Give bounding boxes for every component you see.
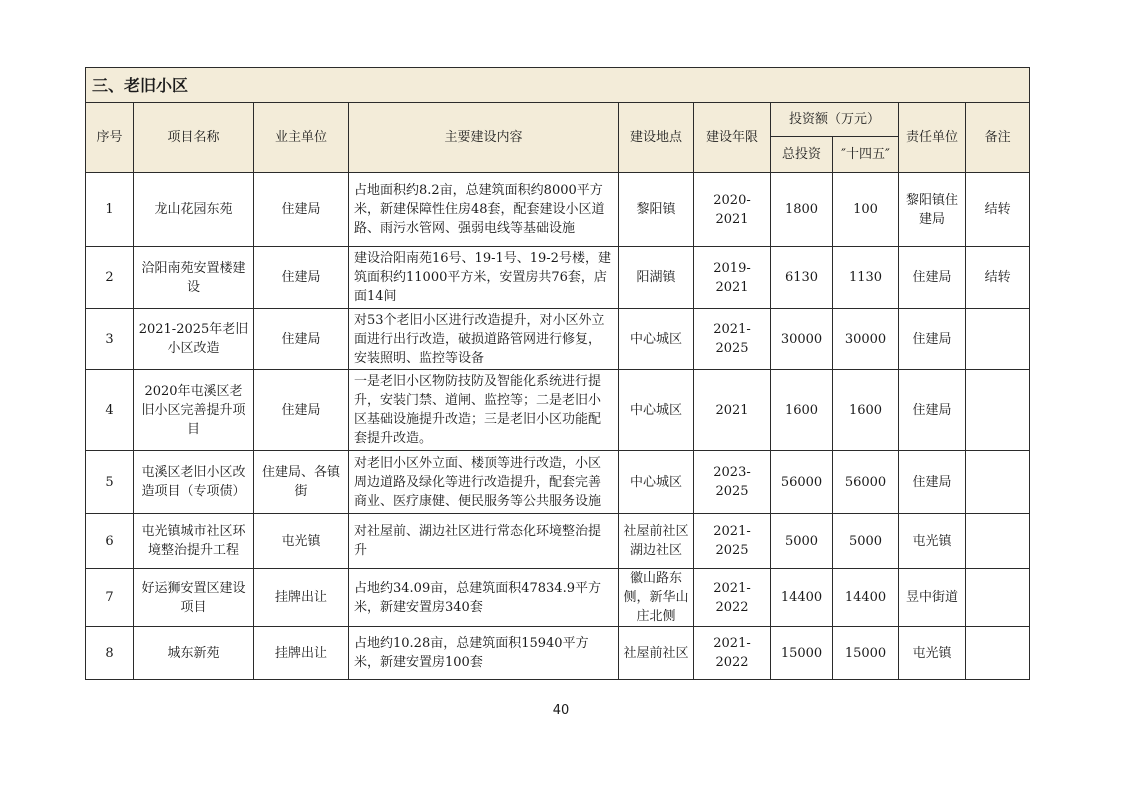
cell-responsible: 屯光镇 — [899, 514, 966, 569]
cell-name: 城东新苑 — [134, 627, 254, 680]
header-owner: 业主单位 — [254, 103, 349, 173]
cell-total: 6130 — [771, 247, 833, 309]
cell-owner: 住建局 — [254, 370, 349, 451]
cell-plan: 56000 — [833, 451, 899, 514]
cell-content: 对53个老旧小区进行改造提升，对小区外立面进行出行改造，破损道路管网进行修复，安装照明、监控等设备 — [349, 309, 619, 370]
cell-content: 对社屋前、湖边社区进行常态化环境整治提升 — [349, 514, 619, 569]
cell-location: 黎阳镇 — [619, 173, 694, 247]
header-period: 建设年限 — [694, 103, 771, 173]
table-row — [86, 569, 1030, 627]
cell-content: 一是老旧小区物防技防及智能化系统进行提升，安装门禁、道闸、监控等；二是老旧小区基础设施提升改造；三是老旧小区功能配套提升改造。 — [349, 370, 619, 451]
cell-location: 徽山路东侧，新华山庄北侧 — [619, 569, 694, 627]
cell-period: 2019-2021 — [694, 247, 771, 309]
cell-name: 洽阳南苑安置楼建设 — [134, 247, 254, 309]
cell-name: 屯溪区老旧小区改造项目（专项债） — [134, 451, 254, 514]
header-seq: 序号 — [86, 103, 134, 173]
cell-owner: 挂牌出让 — [254, 569, 349, 627]
cell-seq: 8 — [86, 627, 134, 680]
cell-responsible: 住建局 — [899, 309, 966, 370]
table-row — [86, 627, 1030, 680]
cell-remark — [966, 451, 1030, 514]
cell-owner: 挂牌出让 — [254, 627, 349, 680]
cell-name: 2021-2025年老旧小区改造 — [134, 309, 254, 370]
cell-seq: 7 — [86, 569, 134, 627]
cell-plan: 14400 — [833, 569, 899, 627]
cell-content: 对老旧小区外立面、楼顶等进行改造，小区周边道路及绿化等进行改造提升，配套完善商业、医疗康健、便民服务等公共服务设施 — [349, 451, 619, 514]
header-investment: 投资额（万元） — [771, 103, 899, 137]
page-number: 40 — [552, 703, 570, 718]
header-content: 主要建设内容 — [349, 103, 619, 173]
cell-plan: 30000 — [833, 309, 899, 370]
cell-responsible: 住建局 — [899, 451, 966, 514]
cell-remark — [966, 309, 1030, 370]
cell-seq: 5 — [86, 451, 134, 514]
cell-seq: 6 — [86, 514, 134, 569]
cell-owner: 住建局 — [254, 247, 349, 309]
cell-responsible: 昱中街道 — [899, 569, 966, 627]
cell-responsible: 住建局 — [899, 370, 966, 451]
cell-plan: 100 — [833, 173, 899, 247]
cell-name: 2020年屯溪区老旧小区完善提升项目 — [134, 370, 254, 451]
cell-content: 占地面积约8.2亩，总建筑面积约8000平方米，新建保障性住房48套，配套建设小区道路、雨污水管网、强弱电线等基础设施 — [349, 173, 619, 247]
table-row — [86, 173, 1030, 247]
cell-remark — [966, 627, 1030, 680]
cell-seq: 3 — [86, 309, 134, 370]
cell-total: 14400 — [771, 569, 833, 627]
cell-responsible: 黎阳镇住建局 — [899, 173, 966, 247]
table-row — [86, 370, 1030, 451]
section-title: 三、老旧小区 — [86, 68, 1030, 103]
cell-period: 2023-2025 — [694, 451, 771, 514]
cell-period: 2021-2025 — [694, 514, 771, 569]
cell-plan: 15000 — [833, 627, 899, 680]
header-plan: ″十四五″ — [833, 137, 899, 173]
header-total: 总投资 — [771, 137, 833, 173]
cell-seq: 4 — [86, 370, 134, 451]
cell-period: 2020-2021 — [694, 173, 771, 247]
table-row — [86, 451, 1030, 514]
header-location: 建设地点 — [619, 103, 694, 173]
cell-responsible: 住建局 — [899, 247, 966, 309]
cell-plan: 1600 — [833, 370, 899, 451]
cell-total: 1600 — [771, 370, 833, 451]
header-name: 项目名称 — [134, 103, 254, 173]
table-row — [86, 514, 1030, 569]
cell-seq: 2 — [86, 247, 134, 309]
cell-responsible: 屯光镇 — [899, 627, 966, 680]
cell-total: 1800 — [771, 173, 833, 247]
cell-total: 5000 — [771, 514, 833, 569]
cell-total: 30000 — [771, 309, 833, 370]
cell-seq: 1 — [86, 173, 134, 247]
cell-name: 屯光镇城市社区环境整治提升工程 — [134, 514, 254, 569]
cell-name: 好运狮安置区建设项目 — [134, 569, 254, 627]
cell-content: 建设洽阳南苑16号、19-1号、19-2号楼，建筑面积约11000平方米，安置房共76套，店面14间 — [349, 247, 619, 309]
cell-total: 15000 — [771, 627, 833, 680]
table-row — [86, 247, 1030, 309]
cell-owner: 住建局 — [254, 173, 349, 247]
cell-period: 2021 — [694, 370, 771, 451]
table-row — [86, 309, 1030, 370]
cell-name: 龙山花园东苑 — [134, 173, 254, 247]
cell-plan: 5000 — [833, 514, 899, 569]
cell-owner: 住建局 — [254, 309, 349, 370]
header-remark: 备注 — [966, 103, 1030, 173]
cell-remark: 结转 — [966, 247, 1030, 309]
cell-location: 中心城区 — [619, 309, 694, 370]
cell-location: 中心城区 — [619, 370, 694, 451]
header-responsible: 责任单位 — [899, 103, 966, 173]
cell-remark — [966, 370, 1030, 451]
cell-location: 阳湖镇 — [619, 247, 694, 309]
cell-owner: 屯光镇 — [254, 514, 349, 569]
cell-location: 社屋前社区湖边社区 — [619, 514, 694, 569]
cell-total: 56000 — [771, 451, 833, 514]
cell-owner: 住建局、各镇街 — [254, 451, 349, 514]
cell-location: 社屋前社区 — [619, 627, 694, 680]
cell-period: 2021-2025 — [694, 309, 771, 370]
cell-period: 2021-2022 — [694, 569, 771, 627]
project-table — [85, 67, 1030, 680]
cell-content: 占地约34.09亩，总建筑面积47834.9平方米，新建安置房340套 — [349, 569, 619, 627]
cell-remark: 结转 — [966, 173, 1030, 247]
cell-location: 中心城区 — [619, 451, 694, 514]
cell-content: 占地约10.28亩，总建筑面积15940平方米，新建安置房100套 — [349, 627, 619, 680]
cell-remark — [966, 569, 1030, 627]
cell-plan: 1130 — [833, 247, 899, 309]
cell-period: 2021-2022 — [694, 627, 771, 680]
cell-remark — [966, 514, 1030, 569]
